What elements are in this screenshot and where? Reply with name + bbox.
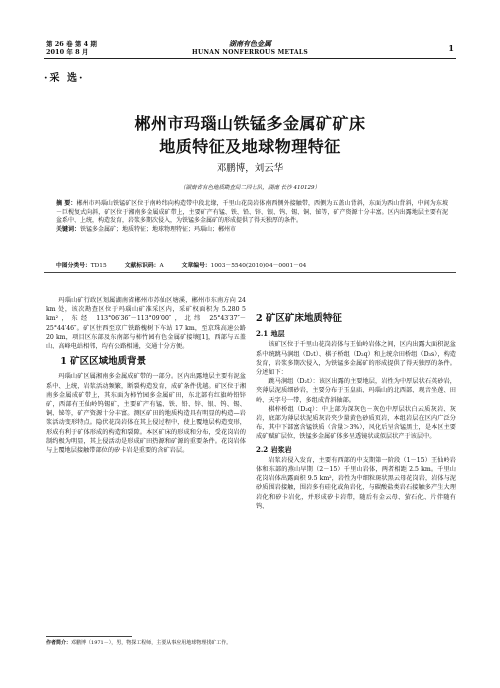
keywords-text: 铁锰多金属矿；地质特征；地球物理特征；玛瑙山；郴州市: [80, 225, 237, 233]
subsection-2-2-paragraph: 岩浆岩侵入发育，主要有西部的中支期第一阶段（1－15）王仙岭岩体和东部的燕山早期（2－15）千里山岩体，两者相距 2.5 km。千里山花岗岩体出露面积 9.5 km²，岩性为中细粒斑状黑云母花岗岩，岩体与泥砂质围岩接触，围岩多有硅化或角岩化，与碳酸盐类岩石接触多产生大理岩化和矽卡岩化，并形成矽卡岩带，随后有金云母、萤石化、片伴随有钨、: [256, 456, 456, 510]
abstract-divider: [44, 272, 456, 273]
footnote-text: 邓鹏博（1971－），男，物探工程师，主要从事应用地球物理找矿工作。: [71, 640, 232, 646]
section-2-heading: 2 矿区矿床地质特征: [256, 313, 342, 324]
article-no-label: 文章编号：: [181, 263, 211, 269]
section-tag: ·采 选·: [44, 73, 85, 84]
header-volume: 第 26 卷 第 4 期: [46, 40, 97, 48]
article-no-value: 1003－5540(2010)04－0001－04: [210, 263, 307, 269]
keywords-label: 关键词：: [56, 225, 81, 233]
right-column: [256, 314, 456, 511]
qiziqiao-paragraph: 棋梓桥组（D₂q）：中上部为深灰色－灰色中厚层状白云质灰岩、灰岩，底部为薄层状泥质灰岩夹少量黄色砂质页岩，本组岩层在区内广泛分布，其中下部富含锰铁质（含量＞3%），风化后呈含锰黑土，是本区主要成矿赋矿层位，铁锰多金属矿体多呈透镜状或似层状产于该层中。: [256, 405, 456, 441]
abstract-text: 郴州市玛瑙山铁锰矿区位于南岭纬向构造带中段北缘，千里山花岗岩体南西侧外接触带，西侧为五盖山背斜，东面为西山背斜，中间为东坡－巨枧复式向斜，矿区位于湘南多金属成矿带上，主要矿产有锰、铁、铅、锌、银、钨、锡、铜、铋等，矿产资源十分丰富。区内出露地层主要有泥盆系中、上统，构造发育，岩浆多期次侵入，为铁锰多金属矿的形成提供了得天独厚的条件。: [56, 200, 448, 225]
section-1-paragraph: 玛瑙山矿区属湘南多金属成矿带的一部分。区内出露地层主要有泥盆系中、上统，岩浆活动频繁，断裂构造发育，成矿条件优越。矿区位于湘南多金属成矿带上，其东面为柿竹园多金属矿田，东北部有红旗岭铅锌矿，西部有王仙岭钨锡矿，主要矿产有锰、铁、铅、锌、银、钨、锡、铜、铋等，矿产资源十分丰富。测区矿田的地质构造具有明显的构造—岩浆活动变形特点。隐伏花岗岩体在其上侵过程中，使上覆地层构造变形，形成有利于矿体形成的构造和裂隙。本区矿床的形成和分布，受花岗岩的制约极为明显，其上侵活动是形成矿田热源和矿源的重要条件。花岗岩体与上覆地层接触带部位的矽卡岩是重要的含矿岩层。: [46, 373, 246, 455]
title-line-1: 郴州市玛瑙山铁锰多金属矿矿床: [134, 114, 366, 133]
abstract: [56, 200, 448, 226]
subsection-2-1-heading: 2.1 地层: [256, 329, 285, 339]
doc-label: 文献标识码：: [124, 263, 160, 269]
section-1-heading: 1 矿区区域地质背景: [60, 356, 147, 368]
header-volume-info: [46, 40, 97, 56]
classification-row: [56, 260, 448, 269]
header-date: 2010 年 8 月: [46, 48, 89, 56]
page-number: 1: [448, 43, 454, 53]
clc-label: 中图分类号：: [56, 263, 91, 269]
header-journal: [150, 40, 350, 57]
clc-number: [56, 260, 107, 269]
title-line-2: 地质特征及地球物理特征: [159, 137, 341, 156]
footnote-rule: [46, 636, 132, 637]
footnote: [46, 640, 246, 648]
subsection-2-1-paragraph: 该矿区位于千里山花岗岩体与王仙岭岩体之间，区内出露大面积泥盆系中统跳马涧组（D₂t）、棋子桥组（D₂q）和上统佘田桥组（D₃s），构造发育，岩浆多期次侵入，为铁锰多金属矿的形成提供了得天独厚的条件。分述如下：: [256, 341, 456, 377]
journal-name-en: HUNAN NONFERROUS METALS: [192, 48, 308, 56]
document-code: [125, 260, 164, 269]
authors: 邓鹏博，刘云华: [216, 163, 284, 174]
article-title: [44, 112, 456, 158]
header-divider: [44, 58, 456, 59]
affiliation: （湖南省有色地质勘查局二四七队，湖南 长沙 410129）: [180, 185, 320, 191]
footnote-label: 作者简介：: [46, 640, 72, 646]
intro-paragraph: 玛瑙山矿行政区划属湖南省郴州市苏仙区塘溪，郴州市东南方向 24 km 处，该次勘查区位于玛瑙山矿准采区内，采矿权面积为 5.280 5 km²，东经 113°06′36″－113°09′00″，北纬 25°43′37″－25°44′46″。矿区往西至京广铁路槐树下车站 17 km，至京珠高速公路 20 km，项目区东部及东南部与柿竹园有色金属矿接壤[1]，西部与五盖山、高峰电站相邻，均有公路相通，交通十分方便。: [46, 297, 246, 351]
tiaomajian-paragraph: 跳马涧组（D₂t）：该区出露的主要地层，岩性为中厚层状石英砂岩，夹薄层泥质细砂岩，主要分布于玉皇庙、玛瑙山的北西部、观音坐莲、田岭、天字号一带，多组成背斜轴部。: [256, 378, 456, 404]
keywords: [56, 226, 448, 235]
doc-value: A: [159, 263, 164, 269]
left-column: [46, 296, 246, 455]
article-number: [182, 260, 307, 269]
subsection-2-2-heading: 2.2 岩浆岩: [256, 444, 292, 454]
abstract-block: [56, 200, 448, 234]
clc-value: TD15: [90, 263, 107, 269]
journal-name-cn: 湖南有色金属: [229, 39, 271, 48]
abstract-label: 摘 要：: [56, 200, 77, 207]
